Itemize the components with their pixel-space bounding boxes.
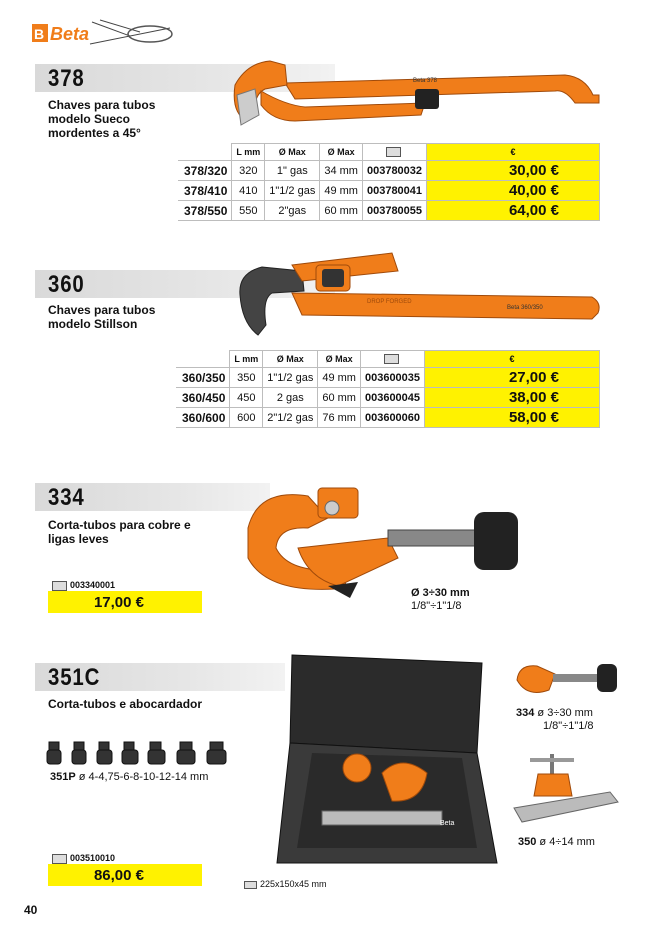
row-length: 600 bbox=[230, 408, 263, 428]
svg-text:B: B bbox=[34, 26, 45, 42]
row-diameter-gas: 1"1/2 gas bbox=[265, 181, 320, 201]
side-cutter-caption bbox=[516, 707, 593, 719]
range-334: Ø 3÷30 mm bbox=[411, 587, 470, 599]
row-price: 27,00 € bbox=[425, 368, 600, 388]
price: 17,00 € bbox=[93, 594, 144, 611]
tool-case-image bbox=[272, 653, 504, 878]
header-price: € bbox=[425, 351, 600, 368]
row-code: 360/450 bbox=[176, 388, 230, 408]
header-diameter-gas: Ø Max bbox=[263, 351, 318, 368]
pipe-wrench-stillson-image bbox=[232, 245, 607, 345]
spec-table-378 bbox=[178, 143, 600, 221]
price-box-351c bbox=[48, 864, 202, 886]
case-size-text: 225x150x45 mm bbox=[260, 879, 327, 889]
flaring-dies-image bbox=[45, 738, 245, 768]
product-title-334: Corta-tubos para cobre e ligas leves bbox=[48, 518, 191, 546]
svg-text:Beta 378: Beta 378 bbox=[413, 78, 438, 84]
header-article bbox=[360, 351, 424, 368]
box-icon bbox=[52, 854, 67, 864]
row-article: 003600060 bbox=[360, 408, 424, 428]
product-number-334: 334 bbox=[48, 484, 85, 511]
beta-logo bbox=[30, 18, 180, 50]
box-icon bbox=[386, 147, 401, 157]
header-diameter-gas: Ø Max bbox=[265, 144, 320, 161]
range-inch-334: 1/8"÷1"1/8 bbox=[411, 600, 462, 612]
table-row bbox=[176, 368, 600, 388]
article-number-334 bbox=[52, 580, 115, 591]
product-number-378: 378 bbox=[48, 65, 85, 92]
side1-code: 334 bbox=[516, 707, 535, 719]
row-article: 003780032 bbox=[362, 161, 426, 181]
svg-text:Beta: Beta bbox=[50, 24, 90, 44]
row-length: 350 bbox=[230, 368, 263, 388]
row-diameter-mm: 34 mm bbox=[320, 161, 363, 181]
svg-text:Beta 360/350: Beta 360/350 bbox=[507, 305, 543, 311]
row-diameter-mm: 49 mm bbox=[320, 181, 363, 201]
row-diameter-mm: 76 mm bbox=[318, 408, 361, 428]
side2-code: 350 bbox=[518, 836, 537, 848]
table-row bbox=[178, 161, 600, 181]
row-diameter-gas: 1"1/2 gas bbox=[263, 368, 318, 388]
sub-code: 351P bbox=[50, 771, 76, 783]
article-number-351c bbox=[52, 853, 115, 864]
table-row bbox=[176, 388, 600, 408]
row-price: 38,00 € bbox=[425, 388, 600, 408]
box-icon bbox=[384, 354, 399, 364]
product-number-360: 360 bbox=[48, 271, 85, 298]
header-length: L mm bbox=[232, 144, 265, 161]
box-icon bbox=[244, 881, 257, 889]
page-number: 40 bbox=[24, 903, 38, 917]
row-price: 40,00 € bbox=[427, 181, 600, 201]
row-length: 550 bbox=[232, 201, 265, 221]
price-box-334 bbox=[48, 591, 202, 613]
row-diameter-gas: 1" gas bbox=[265, 161, 320, 181]
header-price: € bbox=[427, 144, 600, 161]
header-article bbox=[362, 144, 426, 161]
mini-cutter-image bbox=[515, 660, 620, 700]
row-code: 360/350 bbox=[176, 368, 230, 388]
box-icon bbox=[52, 581, 67, 591]
row-length: 320 bbox=[232, 161, 265, 181]
table-row bbox=[178, 181, 600, 201]
side1-desc: ø 3÷30 mm bbox=[537, 707, 593, 719]
row-code: 378/410 bbox=[178, 181, 232, 201]
row-price: 30,00 € bbox=[427, 161, 600, 181]
row-diameter-mm: 60 mm bbox=[318, 388, 361, 408]
product-number-351c: 351C bbox=[48, 664, 101, 691]
row-diameter-mm: 60 mm bbox=[320, 201, 363, 221]
flaring-tool-image bbox=[510, 752, 625, 832]
pipe-wrench-swedish-image bbox=[225, 55, 605, 145]
row-diameter-gas: 2 gas bbox=[263, 388, 318, 408]
row-article: 003780041 bbox=[362, 181, 426, 201]
row-diameter-mm: 49 mm bbox=[318, 368, 361, 388]
article-code: 003340001 bbox=[70, 580, 116, 590]
side-cutter-inch: 1/8"÷1"1/8 bbox=[543, 720, 594, 732]
row-diameter-gas: 2"gas bbox=[265, 201, 320, 221]
article-code: 003510010 bbox=[70, 853, 116, 863]
spec-table-360 bbox=[176, 350, 600, 428]
row-length: 450 bbox=[230, 388, 263, 408]
row-code: 360/600 bbox=[176, 408, 230, 428]
row-price: 58,00 € bbox=[425, 408, 600, 428]
pipe-cutter-image bbox=[238, 478, 528, 598]
product-title-360: Chaves para tubos modelo Stillson bbox=[48, 303, 156, 331]
row-code: 378/320 bbox=[178, 161, 232, 181]
row-diameter-gas: 2"1/2 gas bbox=[263, 408, 318, 428]
price: 86,00 € bbox=[93, 867, 144, 884]
row-length: 410 bbox=[232, 181, 265, 201]
side2-desc: ø 4÷14 mm bbox=[539, 836, 595, 848]
row-article: 003600045 bbox=[360, 388, 424, 408]
row-code: 378/550 bbox=[178, 201, 232, 221]
table-row bbox=[178, 201, 600, 221]
header-diameter-mm: Ø Max bbox=[318, 351, 361, 368]
flaring-dies-caption bbox=[50, 771, 208, 783]
sub-desc: ø 4-4,75-6-8-10-12-14 mm bbox=[78, 771, 209, 783]
case-size bbox=[244, 879, 327, 889]
row-article: 003600035 bbox=[360, 368, 424, 388]
flaring-tool-caption bbox=[518, 836, 595, 848]
product-title-351c: Corta-tubos e abocardador bbox=[48, 697, 203, 711]
product-title-378: Chaves para tubos modelo Sueco mordentes a 45° bbox=[48, 98, 156, 140]
svg-text:DROP FORGED: DROP FORGED bbox=[367, 299, 412, 305]
header-length: L mm bbox=[230, 351, 263, 368]
table-row bbox=[176, 408, 600, 428]
svg-text:Beta: Beta bbox=[440, 820, 455, 827]
row-article: 003780055 bbox=[362, 201, 426, 221]
row-price: 64,00 € bbox=[427, 201, 600, 221]
header-diameter-mm: Ø Max bbox=[320, 144, 363, 161]
